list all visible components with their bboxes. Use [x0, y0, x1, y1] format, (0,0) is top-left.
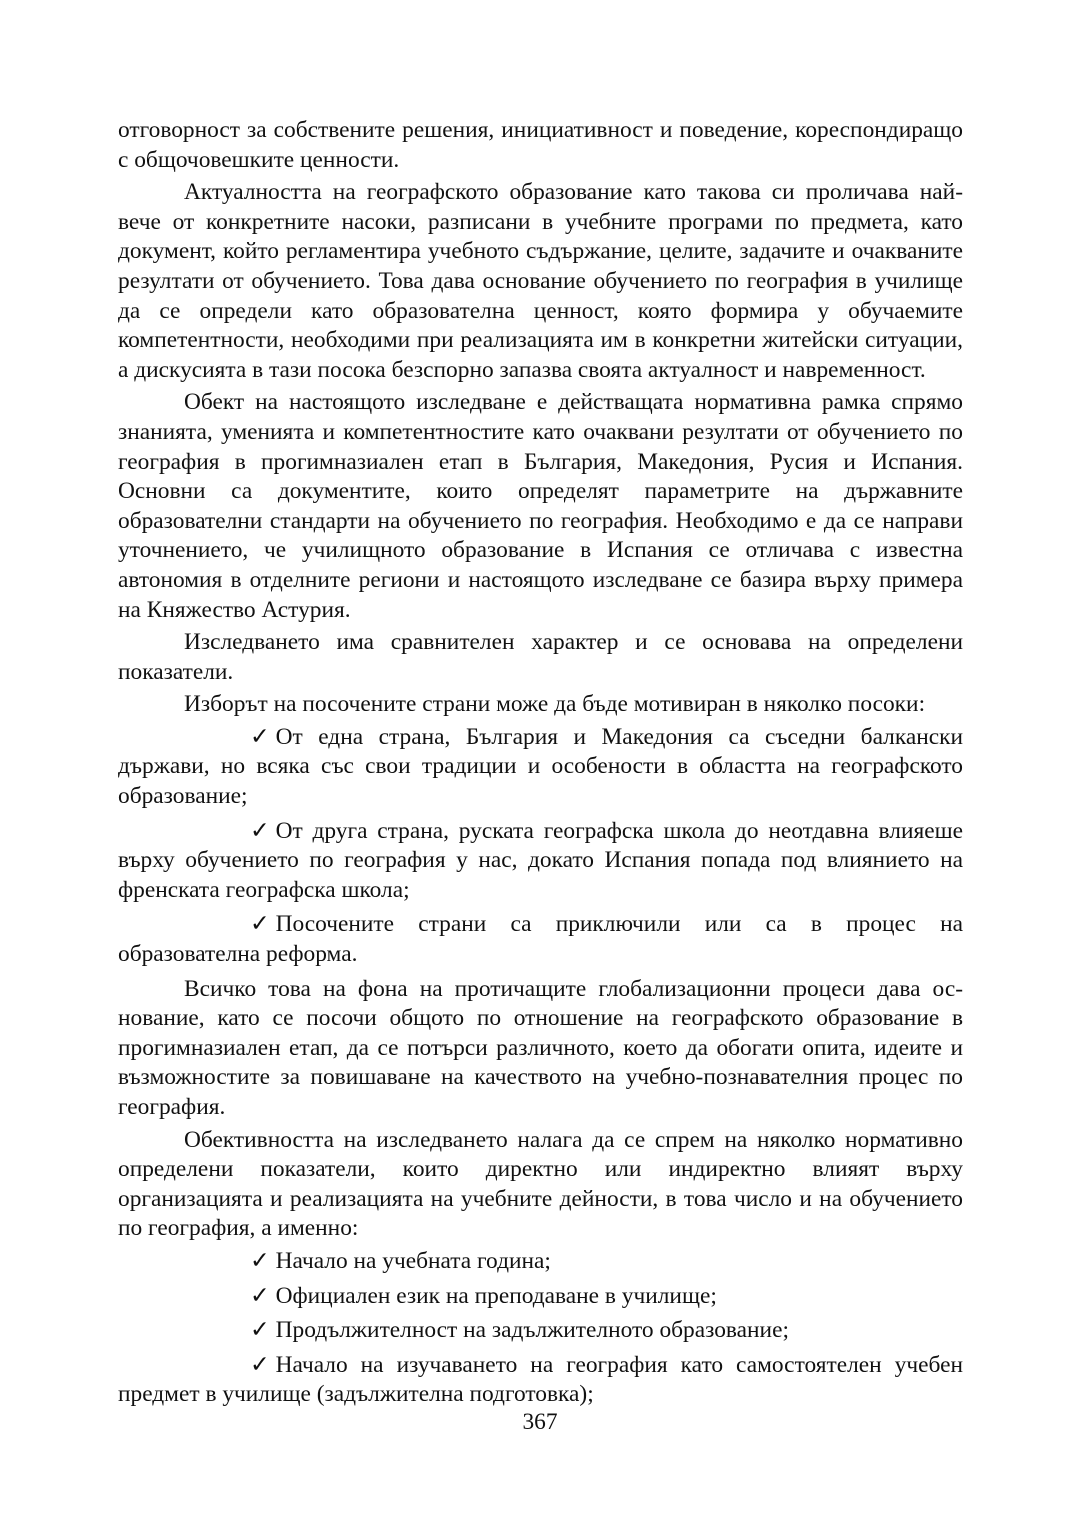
list-item-text: Продължителност на задължителното образование;	[275, 1317, 789, 1344]
list-item	[118, 1316, 963, 1346]
checkmark-icon: ✓	[250, 911, 270, 938]
paragraph-globalization: Всичко това на фона на протичащите глобализационни процеси дава основание, като се посочи общото по отношение на географското образование в прогимназиален етап, да се потърси различното, което да обогати опита, идеите и възможностите за повишаване на качеството на учебно-познавателния процес по география.	[118, 975, 963, 1120]
list-item	[118, 817, 963, 906]
paragraph-objectivity: Обективността на изследването налага да се спрем на няколко нормативно определени показатели, които директно или индиректно влияят върху организацията и реализацията на учебните дейности, в това число и на обучението по география, а именно:	[118, 1126, 963, 1242]
list-item-text: От друга страна, руската географска школа до неотдавна влияеше върху обучението по география у нас, докато Испания попада под влиянието на френската географска школа;	[118, 817, 963, 903]
checkmark-icon: ✓	[250, 1247, 270, 1274]
paragraph-comparative: Изследването има сравнителен характер и се основава на определени показатели.	[118, 629, 963, 685]
paragraph-relevance: Актуалността на географското образование като такова си проличава най-вече от конкретните насоки, разписани в учебните програми по предмета, като документ, който регламентира учебното съдържание, целите, задачите и очакваните резултати от обучението. Това дава основание обучението по география в училище да се определи като образователна ценност, която формира у обучаемите компетентности, необходими при реализацията им в конкретни житейски ситуации, а дискусията в тази посока безспорно запазва своята актуалност и навременност.	[118, 179, 963, 383]
paragraph-continuation: отговорност за собствените решения, инициативност и поведение, кореспондиращо с общочовешките ценности.	[118, 117, 963, 173]
list-item-text: Начало на учебната година;	[275, 1247, 551, 1274]
page-number: 367	[522, 1409, 558, 1435]
list-item	[118, 1247, 963, 1277]
list-item	[118, 1351, 963, 1410]
list-item-text: От една страна, България и Македония са съседни балкански държави, но всяка със свои традиции и особености в областта на географското образование;	[118, 723, 963, 810]
list-item-text: Официален език на преподаване в училище;	[275, 1282, 717, 1309]
checkmark-icon: ✓	[250, 723, 270, 750]
list-item	[118, 723, 963, 812]
checkmark-icon: ✓	[250, 817, 270, 844]
list-item-text: Начало на изучаването на география като самостоятелен учебен предмет в училище (задължителна подготовка);	[118, 1351, 963, 1408]
checkmark-icon: ✓	[250, 1317, 270, 1344]
checkmark-icon: ✓	[250, 1282, 270, 1309]
list-item	[118, 1282, 963, 1312]
paragraph-object: Обект на настоящото изследване е действащата нормативна рамка спрямо знанията, уменията и компетентностите като очаквани резултати от обучението по география в прогимназиален етап в България, Македония, Русия и Испания. Основни са документите, които определят параметрите на държавните образователни стандарти на обучението по география. Необходимо е да се направи уточнението, че училищното образование в Испания се отличава с известна автономия в отделните региони и настоящото изследване се базира върху примера на Княжество Астурия.	[118, 389, 963, 623]
checkmark-icon: ✓	[250, 1351, 270, 1378]
list-item	[118, 910, 963, 969]
paragraph-choice: Изборът на посочените страни може да бъде мотивиран в няколко посоки:	[184, 691, 926, 718]
list-item-text: Посочените страни са приключили или са в процес на образователна реформа.	[118, 911, 963, 968]
page-body	[118, 116, 963, 1415]
